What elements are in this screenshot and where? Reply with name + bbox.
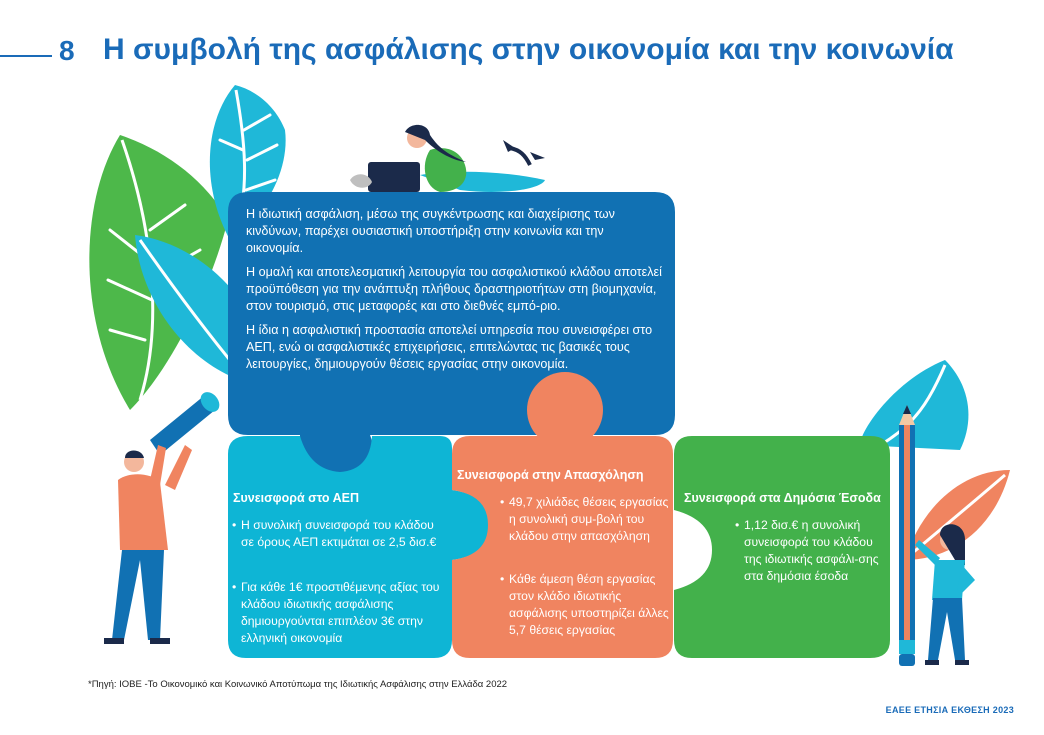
revenue-title: Συνεισφορά στα Δημόσια Έσοδα [684, 491, 881, 505]
pencil-illustration [899, 405, 915, 666]
woman-with-laptop-illustration [350, 125, 545, 192]
bullet-text: 49,7 χιλιάδες θέσεις εργασίας η συνολική συμ-βολή του κλάδου στην απασχόληση [509, 495, 669, 543]
gdp-title: Συνεισφορά στο ΑΕΠ [233, 491, 359, 505]
bullet-marker: • [232, 518, 237, 532]
intro-paragraph: Η ίδια η ασφαλιστική προστασία αποτελεί υπηρεσία που συνεισφέρει στο ΑΕΠ, ενώ οι ασφαλιστικές επιχειρήσεις, επιτελώντας τις βασικές τους λειτουργίες, δημιουργούν θέσεις εργασίας στην οικονομία. [246, 323, 653, 371]
gdp-bullet [232, 517, 446, 551]
gdp-bullet [232, 579, 446, 647]
intro-paragraph: Η ομαλή και αποτελεσματική λειτουργία του ασφαλιστικού κλάδου αποτελεί προϋπόθεση για την ανάπτυξη πλήθους δραστηριοτήτων στη βιομηχανία, στον τουρισμό, στις μεταφορές και στο διεθνές εμπό-ριο. [246, 265, 662, 313]
bullet-text: 1,12 δισ.€ η συνολική συνεισφορά του κλάδου της ιδιωτικής ασφάλι-σης στα δημόσια έσοδα [744, 518, 879, 583]
report-footer: ΕΑΕΕ ΕΤΗΣΙΑ ΕΚΘΕΣΗ 2023 [885, 705, 1014, 715]
chapter-number: 8 [59, 35, 75, 66]
bullet-text: Κάθε άμεση θέση εργασίας στον κλάδο ιδιωτικής ασφάλισης υποστηρίζει άλλες 5,7 θέσεις εργασίας [509, 572, 669, 637]
employment-title: Συνεισφορά στην Απασχόληση [457, 468, 644, 482]
woman-with-pencil-illustration [915, 524, 975, 665]
bullet-marker: • [500, 495, 505, 509]
revenue-bullet [735, 517, 884, 585]
bullet-text: Η συνολική συνεισφορά του κλάδου σε όρους ΑΕΠ εκτιμάται σε 2,5 δισ.€ [241, 518, 437, 549]
intro-paragraph: Η ιδιωτική ασφάλιση, μέσω της συγκέντρωσης και διαχείρισης των κινδύνων, παρέχει ουσιαστική υποστήριξη στην κοινωνία και την οικονομία. [246, 207, 615, 255]
man-with-telescope-illustration [104, 388, 223, 644]
bullet-marker: • [232, 580, 237, 594]
bullet-marker: • [735, 518, 740, 532]
source-footnote: *Πηγή: ΙΟΒΕ -Το Οικονομικό και Κοινωνικό Αποτύπωμα της Ιδιωτικής Ασφάλισης στην Ελλάδα 2022 [88, 679, 508, 690]
bullet-marker: • [500, 572, 505, 586]
intro-text-block [246, 206, 664, 380]
page-title: Η συμβολή της ασφάλισης στην οικονομία και την κοινωνία [103, 33, 954, 66]
employment-bullet [500, 571, 671, 639]
bullet-text: Για κάθε 1€ προστιθέμενης αξίας του κλάδου ιδιωτικής ασφάλισης δημιουργούνται επιπλέον 3€ στην ελληνική οικονομία [241, 580, 440, 645]
employment-bullet [500, 494, 669, 545]
